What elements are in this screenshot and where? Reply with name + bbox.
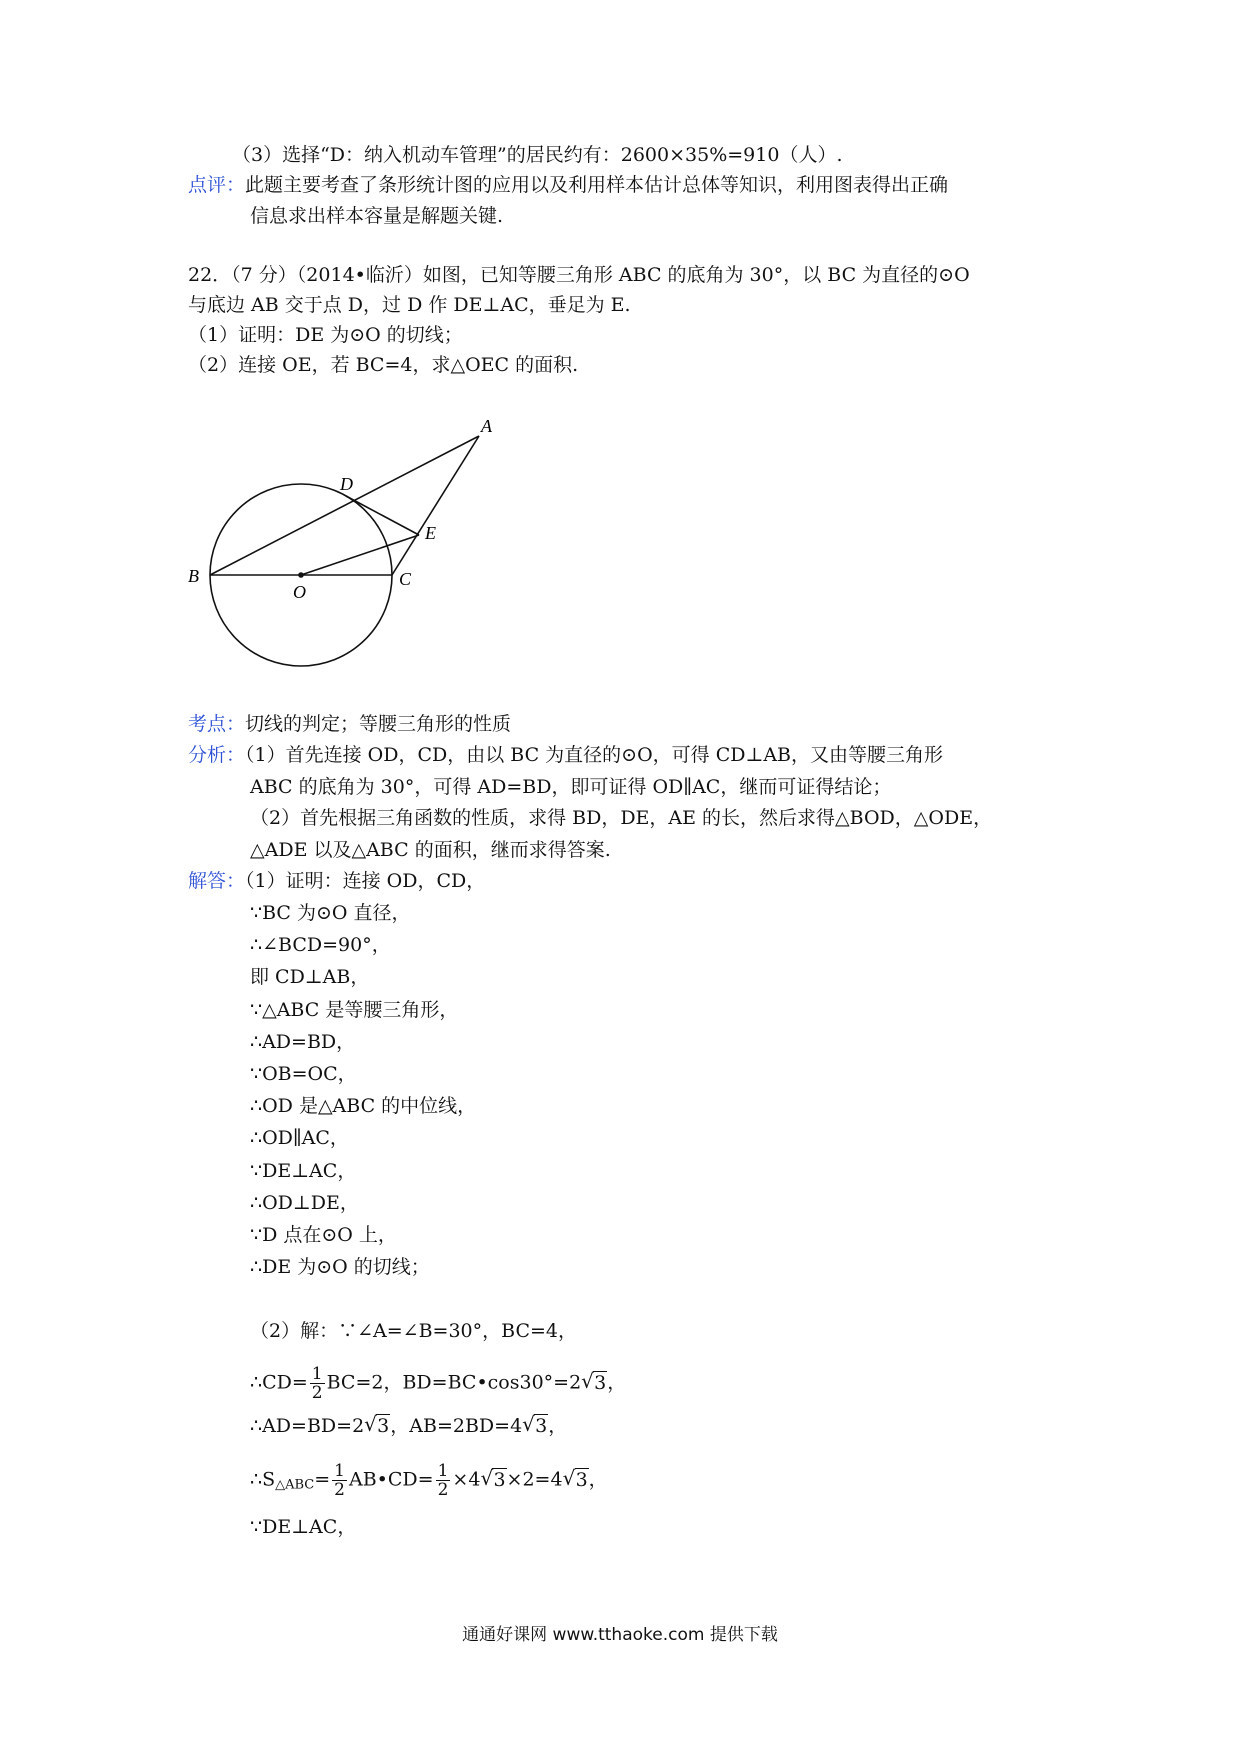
proof-step: ∴AD=BD， <box>250 1031 356 1053</box>
kaodian-tag: 考点： <box>188 713 246 735</box>
proof-step: 即 CD⊥AB， <box>250 966 370 988</box>
q22-stem-1: 22．（7 分）（2014•临沂）如图，已知等腰三角形 ABC 的底角为 30°，以 BC 为直径的⊙O <box>188 264 970 286</box>
segment-de <box>346 496 419 535</box>
fraction <box>332 1462 347 1499</box>
square-root <box>480 1468 506 1492</box>
fenxi-line-3: （2）首先根据三角函数的性质，求得 BD，DE，AE 的长，然后求得△BOD，△ODE， <box>250 807 993 829</box>
fraction <box>310 1365 325 1402</box>
label-o: O <box>293 582 306 602</box>
fraction-numerator: 1 <box>437 1461 449 1481</box>
eq3-f: ， <box>588 1468 608 1491</box>
q22-part1: （1）证明：DE 为⊙O 的切线； <box>188 324 463 346</box>
radicand: 3 <box>535 1415 548 1437</box>
equation-3 <box>250 1462 608 1499</box>
radicand: 3 <box>493 1468 506 1491</box>
comment-line-2: 信息求出样本容量是解题关键. <box>250 205 504 227</box>
area-subscript: △ABC <box>275 1477 315 1493</box>
fraction-numerator: 1 <box>334 1461 345 1481</box>
segment-ca <box>392 436 479 575</box>
proof-step: ∴OD⊥DE， <box>250 1192 359 1214</box>
part2-head: （2）解：∵∠A=∠B=30°，BC=4， <box>250 1320 577 1342</box>
label-b: B <box>188 566 199 586</box>
radicand: 3 <box>594 1371 607 1394</box>
label-a: A <box>481 416 492 436</box>
eq2-c: ， <box>548 1415 568 1437</box>
label-c: C <box>399 569 412 589</box>
q22-part2: （2）连接 OE，若 BC=4，求△OEC 的面积. <box>188 354 579 376</box>
square-root <box>522 1414 548 1438</box>
proof-step: ∴∠BCD=90°， <box>250 934 391 956</box>
page-footer: 通通好课网 www.tthaoke.com 提供下载 <box>462 1625 778 1645</box>
proof-step: ∴OD∥AC， <box>250 1127 349 1149</box>
jieda-first-text: （1）证明：连接 OD，CD， <box>245 870 486 892</box>
comment-text-1: 此题主要考查了条形统计图的应用以及利用样本估计总体等知识，利用图表得出正确 <box>245 174 949 196</box>
square-root <box>581 1371 607 1395</box>
proof-step: ∴OD 是△ABC 的中位线， <box>250 1095 477 1117</box>
final-step: ∵DE⊥AC， <box>250 1516 357 1538</box>
fenxi-tag: 分析： <box>188 744 246 766</box>
eq3-a: ∴S <box>250 1468 276 1491</box>
square-root <box>364 1414 390 1438</box>
fenxi-line-1 <box>188 743 943 767</box>
fraction-denominator: 2 <box>334 1480 345 1500</box>
center-point-o <box>298 572 304 578</box>
comment-line-1 <box>188 173 948 197</box>
fenxi-text-1: （1）首先连接 OD，CD，由以 BC 为直径的⊙O，可得 CD⊥AB，又由等腰三角形 <box>245 744 944 766</box>
comment-tag: 点评： <box>188 174 246 196</box>
proof-step: ∴DE 为⊙O 的切线； <box>250 1256 430 1278</box>
label-e: E <box>425 523 436 543</box>
fraction <box>436 1462 451 1499</box>
proof-step: ∵BC 为⊙O 直径， <box>250 902 411 924</box>
equation-1 <box>250 1365 626 1402</box>
eq3-c: AB•CD= <box>349 1468 434 1491</box>
prev-answer-line3: （3）选择“D：纳入机动车管理”的居民约有：2600×35%=910（人）. <box>232 144 843 166</box>
eq3-b: = <box>314 1468 331 1491</box>
q22-stem-2: 与底边 AB 交于点 D，过 D 作 DE⊥AC，垂足为 E. <box>188 294 631 316</box>
fenxi-line-2: ABC 的底角为 30°，可得 AD=BD，即可证得 OD∥AC，继而可证得结论； <box>250 776 892 798</box>
label-d: D <box>340 474 353 494</box>
square-root <box>563 1468 589 1492</box>
eq3-d: ×4 <box>452 1468 481 1491</box>
kaodian-text: 切线的判定；等腰三角形的性质 <box>245 713 512 735</box>
jieda-tag: 解答： <box>188 870 246 892</box>
eq1-c: ， <box>607 1371 627 1394</box>
eq1-a: ∴CD= <box>250 1371 308 1394</box>
fenxi-line-4: △ADE 以及△ABC 的面积，继而求得答案. <box>250 839 611 861</box>
proof-step: ∵DE⊥AC， <box>250 1160 357 1182</box>
fraction-denominator: 2 <box>311 1383 323 1403</box>
fraction-denominator: 2 <box>437 1480 449 1500</box>
eq2-b: ，AB=2BD=4 <box>390 1415 523 1437</box>
eq2-a: ∴AD=BD=2 <box>250 1415 365 1437</box>
fraction-numerator: 1 <box>311 1364 323 1384</box>
proof-step: ∵OB=OC， <box>250 1063 357 1085</box>
eq3-e: ×2=4 <box>506 1468 563 1491</box>
geometry-figure <box>180 408 500 678</box>
proof-step: ∵△ABC 是等腰三角形， <box>250 999 459 1021</box>
equation-2 <box>250 1414 567 1438</box>
proof-step: ∵D 点在⊙O 上， <box>250 1224 397 1246</box>
radicand: 3 <box>575 1468 588 1491</box>
segment-ba <box>210 436 479 575</box>
kaodian-line <box>188 712 511 736</box>
jieda-line-first <box>188 869 485 893</box>
radicand: 3 <box>377 1415 390 1437</box>
eq1-b: BC=2，BD=BC•cos30°=2 <box>326 1371 582 1394</box>
